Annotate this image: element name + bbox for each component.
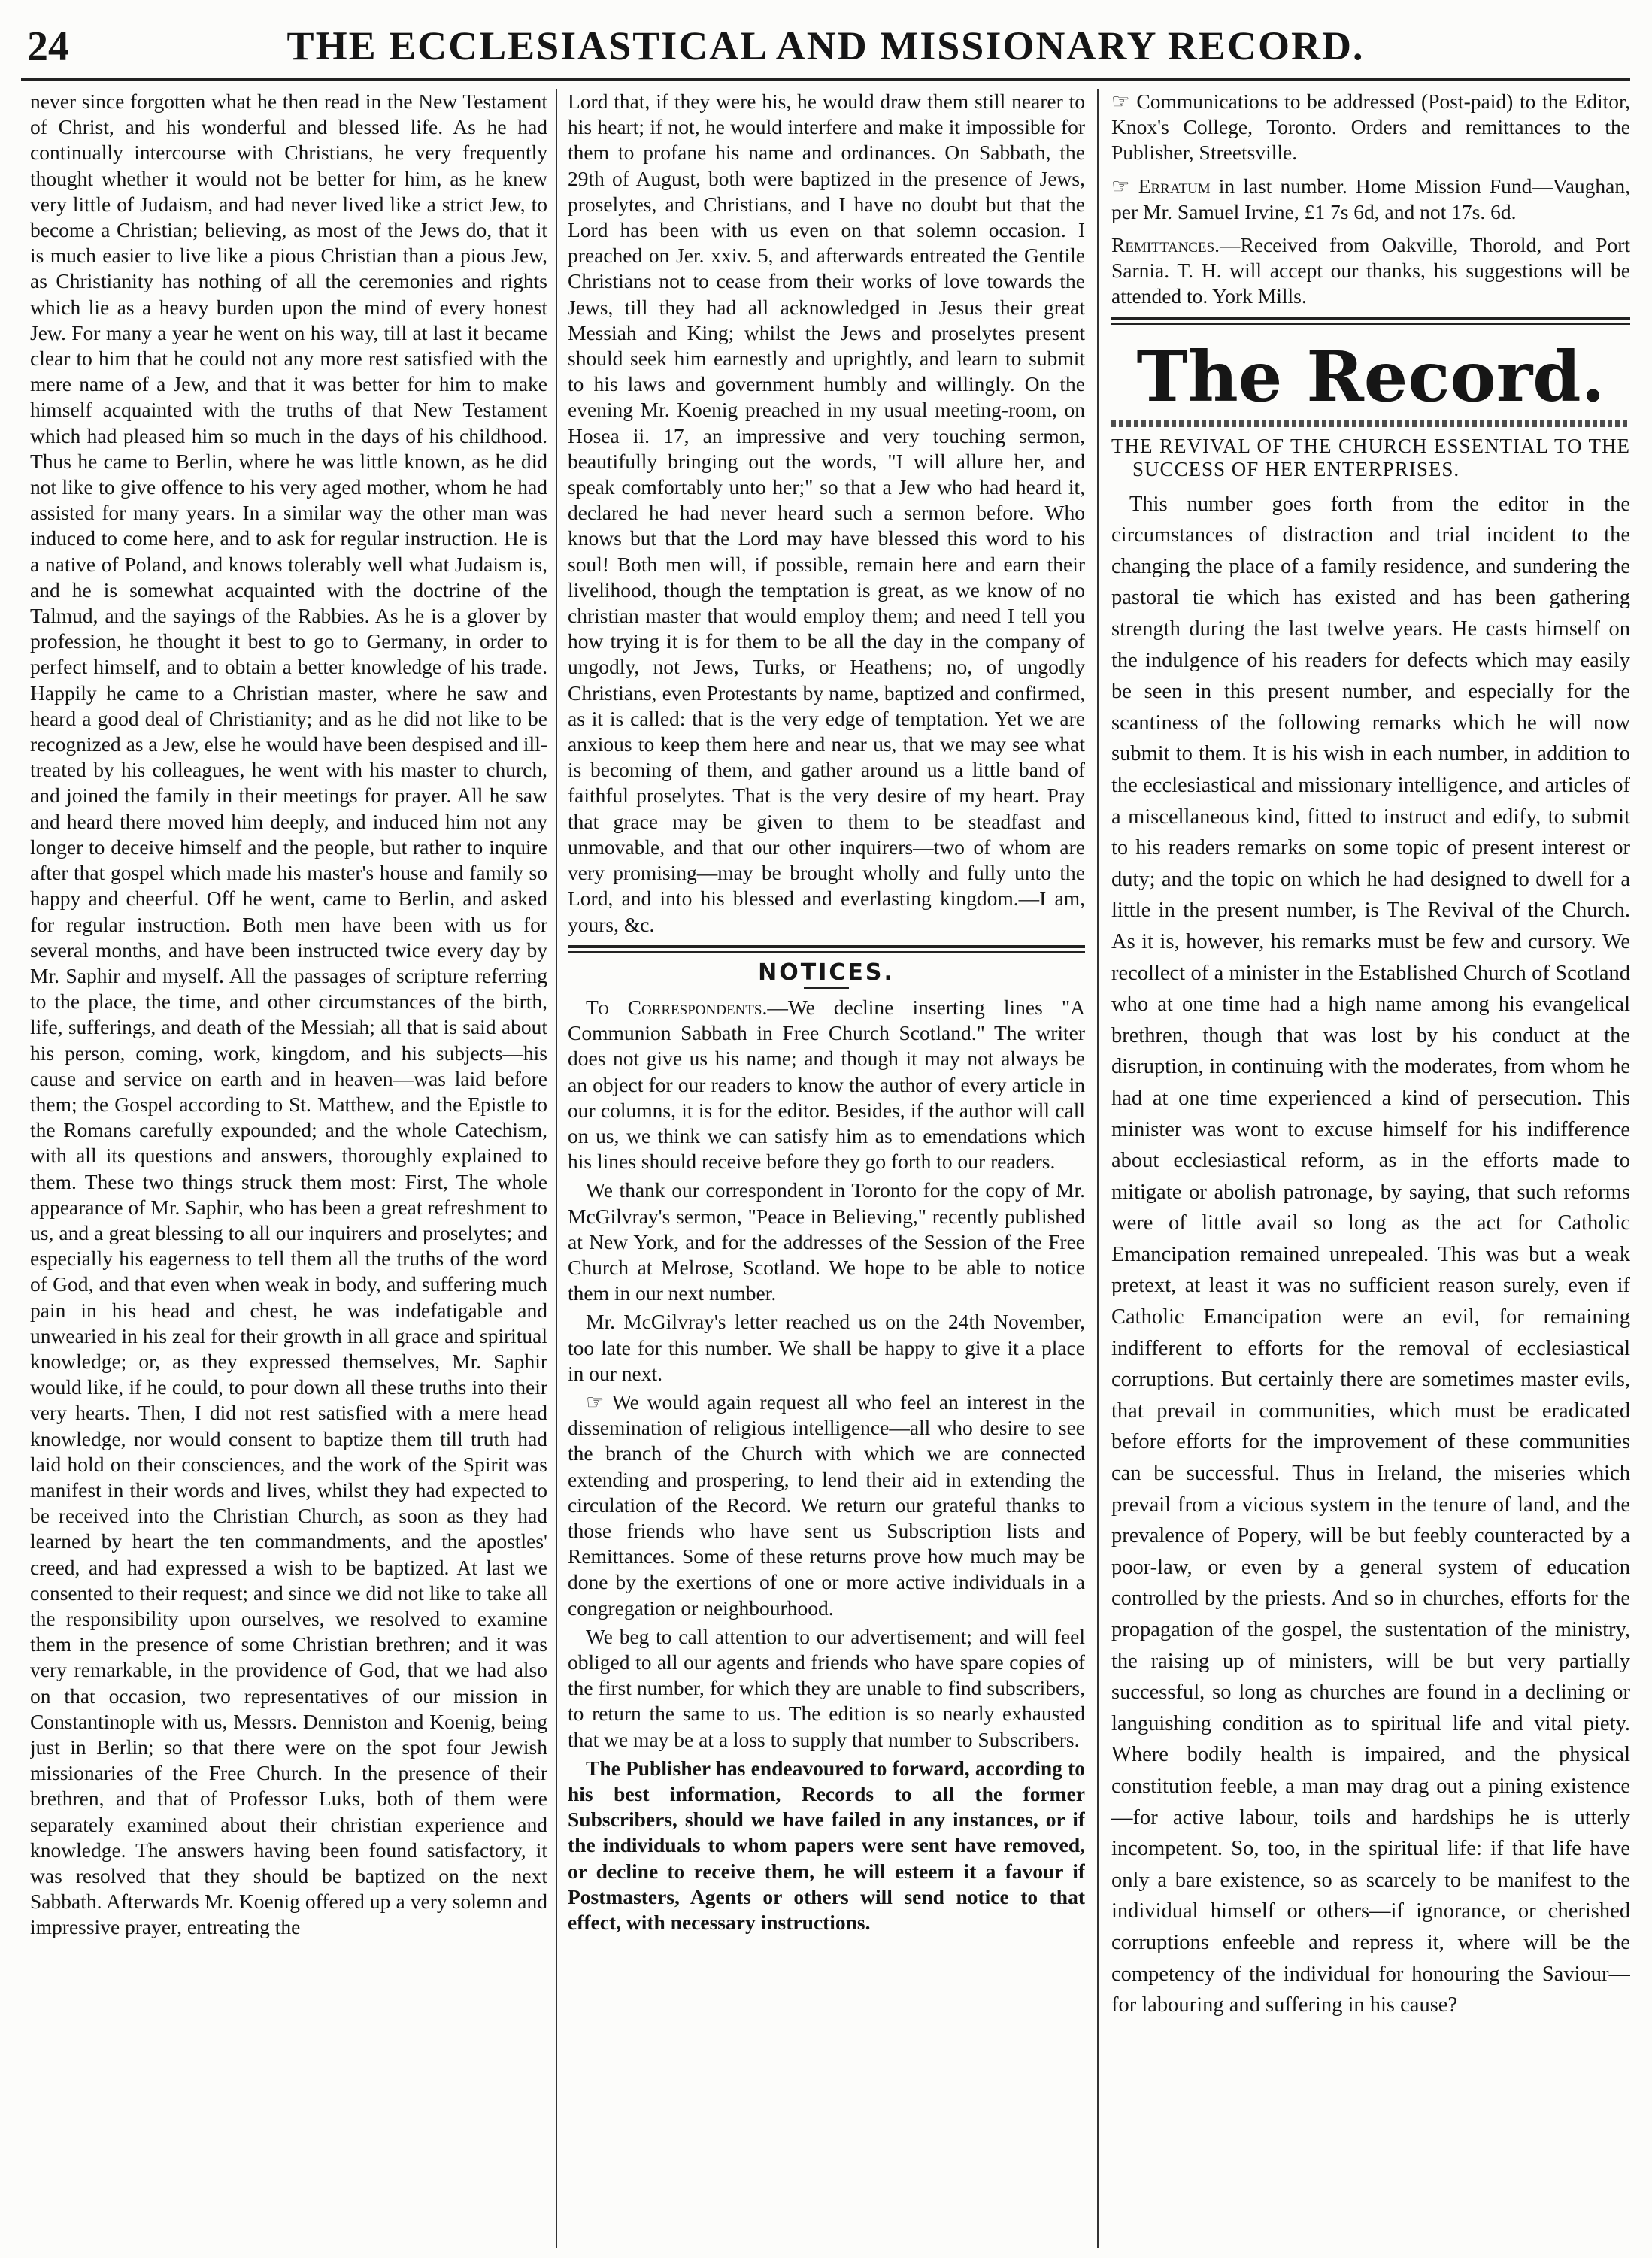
communications-note: ☞ Communications to be addressed (Post-paid) to the Editor, Knox's College, Toronto. Orders and remittances to the Publisher, Streetsville. [1111, 89, 1630, 165]
article-body [1111, 489, 1630, 2021]
notice-publisher: The Publisher has endeavoured to forward, according to his best information, Records to all the former Subscribers, should we have failed in any instances, or if the individuals to whom papers were sent have removed, or decline to receive them, he will esteem it a favour if Postmasters, Agents or others will send notice to that effect, with necessary instructions. [568, 1756, 1085, 1935]
running-title: THE ECCLESIASTICAL AND MISSIONARY RECORD. [286, 23, 1365, 68]
record-title: The Record. [1136, 335, 1605, 417]
notice-letter: Mr. McGilvray's letter reached us on the 24th November, too late for this number. We shall be happy to give it a place in our next. [568, 1310, 1085, 1385]
column-1 [30, 89, 547, 2247]
header-rule [21, 78, 1630, 81]
decorative-rule [1111, 420, 1630, 427]
editorial-notes [1111, 89, 1630, 310]
notice-advertisement: We beg to call attention to our advertisement; and will feel obliged to all our agents and friends who have spare copies of the first number, for which they are unable to find subscribers, to return the same to us. The edition is so nearly exhausted that we may be at a loss to supply that number to Subscribers. [568, 1624, 1085, 1751]
notices-rule [804, 987, 849, 989]
section-rule [1111, 323, 1630, 325]
column-divider [1097, 89, 1099, 2248]
article-heading: THE REVIVAL OF THE CHURCH ESSENTIAL TO THE SUCCESS OF HER ENTERPRISES. [1111, 434, 1630, 480]
section-rule [568, 951, 1085, 953]
notice-lead: To Correspondents. [586, 995, 768, 1019]
letter-conclusion: Lord that, if they were his, he would draw them still nearer to his heart; if not, he would interfere and make it impossible for them to profane his name and ordinances. On Sabbath, the 29th of August, both were baptized in the presence of Jews, proselytes, and Christians, and I have no doubt but that the Lord has been with us even on that solemn occasion. I preached on Jer. xxiv. 5, and afterwards entreated the Gentile Christians not to cease from their works of love towards the Jews, till they had all acknowledged in Jesus their great Messiah and King; whilst the Jews and proselytes present should seek him earnestly and uprightly, and learn to submit to his laws and government humbly and willingly. On the evening Mr. Koenig preached in my usual meeting-room, on Hosea ii. 17, an impressive and very touching sermon, beautifully bringing out the words, "I will allure her, and speak comfortably unto her;" so that a Jew who had heard it, declared he had never heard such a sermon before. Who knows but that the Lord may have blessed this word to his soul! Both men will, if possible, remain here and earn their livelihood, though the temptation is great, as we know of no christian master that would employ them; and need I tell you how trying it is for them to be all the day in the company of ungodly, not Jews, Turks, or Heathens; no, of ungodly Christians, even Protestants by name, baptized and confirmed, as it is called: that is the very edge of temptation. Yet we are anxious to keep them here and near us, that we may see what is becoming of them, and gather around us a little band of faithful proselytes. That is the very desire of my heart. Pray that grace may be given to them to be steadfast and unmovable, and that our other inquirers—two of whom are very promising—may be brought wholly and fully unto the Lord, and into his blessed and everlasting kingdom.—I am, yours, &c. [568, 89, 1085, 936]
erratum-note [1111, 174, 1630, 225]
page-number: 24 [27, 23, 69, 70]
column-3 [1111, 89, 1630, 2247]
remittances-text: —Received from Oakville, Thorold, and Port Sarnia. T. H. will accept our thanks, his suggestions will be attended to. York Mills. [1111, 233, 1630, 308]
section-rule [568, 945, 1085, 948]
notice-text: —We decline inserting lines "A Communion Sabbath in Free Church Scotland." The writer does not give us his name; and though it may not always be an object for our readers to know the author of every article in our columns, it is for the editor. Besides, if the author will call on us, we think we can satisfy him as to emendations which his lines should receive before they go forth to our readers. [568, 995, 1085, 1174]
remittances-lead: Remittances. [1111, 233, 1220, 257]
notices-heading: NOTICES. [758, 959, 895, 986]
masthead [21, 17, 1630, 75]
notice-sermon: We thank our correspondent in Toronto for the copy of Mr. McGilvray's sermon, "Peace in Believing," recently published at New York, and for the addresses of the Session of the Free Church at Melrose, Scotland. We hope to be able to notice them in our next number. [568, 1178, 1085, 1305]
notice-circulation: ☞ We would again request all who feel an interest in the dissemination of religious intelligence—all who desire to see the branch of the Church with which we are connected extending and prospering, to lend their aid in extending the circulation of the Record. We return our grateful thanks to those friends who have sent us Subscription lists and Remittances. Some of these returns prove how much may be done by the exertions of one or more active individuals in a congregation or neighbourhood. [568, 1390, 1085, 1620]
erratum-text: in last number. Home Mission Fund—Vaughan, per Mr. Samuel Irvine, £1 7s 6d, and not 17s. 6d. [1111, 174, 1630, 223]
article-paragraph: This number goes forth from the editor in the circumstances of distraction and trial incident to the changing the place of a family residence, and sundering the pastoral tie which has existed and has been gathering strength during the last twelve years. He casts himself on the indulgence of his readers for defects which may easily be seen in this present number, and especially for the scantiness of the following remarks which he will now submit to them. It is his wish in each number, in addition to the ecclesiastical and missionary intelligence, and articles of a miscellaneous kind, fitted to instruct and edify, to submit to his readers remarks on some topic of present interest or duty; and the topic on which he had designed to dwell for a little in the present number, is The Revival of the Church. As it is, however, his remarks must be few and cursory. We recollect of a minister in the Established Church of Scotland who at one time had a high name among his evangelical brethren, though that was lost by his conduct at the disruption, in continuing with the moderates, from whom he had at one time experienced a kind of persecution. This minister was wont to excuse himself for his indifference about ecclesiastical reform, as in the efforts made to mitigate or abolish patronage, by saying, that such reforms were of little avail so long as the act for Catholic Emancipation remained unrepealed. This was but a weak pretext, at least it was no sufficient reason surely, even if Catholic Emancipation were an evil, for remaining indifferent to efforts for the removal of ecclesiastical corruptions. But certainly there are sometimes master evils, that prevail in communities, which must be eradicated before efforts for the improvement of these communities can be successful. Thus in Ireland, the miseries which prevail from a vicious system in the tenure of land, and the prevalence of Popery, will be but feebly counteracted by a poor-law, or even by a general system of education controlled by the priests. And so in churches, efforts for the propagation of the gospel, the sustentation of the ministry, the raising up of ministers, will be but very partially successful, so long as churches are found in a declining or languishing condition as to spiritual life and vital piety. Where bodily health is impaired, and the physical constitution feeble, a man may drag out a pining existence—for active labour, toils and hardships he is utterly incompetent. So, too, in the spiritual life: if that life have only a bare existence, so as scarcely to be manifest to the individual himself or others—if ignorance, or cherished corruptions enfeeble and repress it, where will be the competency of the individual for honouring the Saviour—for labouring and suffering in his cause? [1111, 492, 1630, 2017]
erratum-lead: ☞ Erratum [1111, 174, 1211, 198]
column-divider [556, 89, 557, 2248]
letter-continuation: never since forgotten what he then read in the New Testament of Christ, and his wonderful and blessed life. As he had continually intercourse with Christians, he very frequently thought whether it would not be better for him, as he knew very little of Judaism, and had never lived like a strict Jew, to become a Christian; believing, as most of the Jews do, that it is much easier to live like a pious Christian than a pious Jew, as Christianity has nothing of all the ceremonies and rights which lie as a heavy burden upon the mind of every honest Jew. For many a year he went on his way, till at last it became clear to him that he could not any more rest satisfied with the mere name of a Jew, and that it was better for him to make himself acquainted with the truths of that New Testament which had pleased him so much in the days of his childhood. Thus he came to Berlin, where he was little known, as he did not like to give offence to his very aged mother, whom he had assisted for many years. In a similar way the other man was induced to come here, and to ask for regular instruction. He is a native of Poland, and knows tolerably well what Judaism is, and he is somewhat acquainted with the doctrine of the Talmud, and the sayings of the Rabbies. As he is a glover by profession, he thought it best to go to Germany, in order to perfect himself, and to obtain a better knowledge of his trade. Happily he came to a Christian master, where he saw and heard a good deal of Christianity; and as he did not like to be recognized as a Jew, else he would have been despised and ill-treated by his colleagues, he went with his master to church, and joined the family in their meetings for prayer. All he saw and heard there moved him deeply, and induced him not any longer to deceive himself and the people, but rather to inquire after that gospel which made his master's house and family so happy and cheerful. Off he went, came to Berlin, and asked for regular instruction. Both men have been with us for several months, and have been instructed twice every day by Mr. Saphir and myself. All the passages of scripture referring to the place, the time, and other circumstances of the birth, life, sufferings, and death of the Messiah; all that is said about his person, coming, work, kingdom, and his subjects—his cause and service on earth and in heaven—was laid before them; the Gospel according to St. Matthew, and the Epistle to the Romans carefully expounded; and the whole Catechism, with all its questions and answers, thoroughly explained to them. These two things struck them most: First, The whole appearance of Mr. Saphir, who has been a great refreshment to us, and a great blessing to all our inquirers and proselytes; and especially his eagerness to tell them all the truths of the word of God, and that even when weak in body, and suffering much pain in his head and chest, he was indefatigable and unwearied in his zeal for their growth in all grace and spiritual knowledge; or, as they expressed themselves, Mr. Saphir would like, if he could, to pour down all these truths into their very hearts. Then, I did not rest satisfied with a mere head knowledge, nor would consent to baptize them till truth had laid hold on their consciences, and the work of the Spirit was manifest in their words and lives, whilst they had expected to be received into the Christian Church, as soon as they had learned by heart the ten commandments, and the apostles' creed, and had expressed a wish to be baptized. At last we consented to their request; and since we did not like to take all the responsibility upon ourselves, we resolved to examine them in the presence of some Christian brethren; and it was very remarkable, in the providence of God, that we had also on that occasion, two representatives of our mission in Constantinople with us, Messrs. Denniston and Koenig, being just in Berlin; so that there were on the spot four Jewish missionaries of the Free Church. In the presence of their brethren, and that of Professor Luks, both of them were separately examined about their christian experience and knowledge. The answers having been found satisfactory, it was resolved that they should be baptized on the next Sabbath. Afterwards Mr. Koenig offered up a very solemn and impressive prayer, entreating the [30, 89, 547, 1939]
section-rule [1111, 317, 1630, 320]
remittances-note [1111, 232, 1630, 310]
notice-correspondents [568, 995, 1085, 1174]
column-2 [568, 89, 1085, 2247]
